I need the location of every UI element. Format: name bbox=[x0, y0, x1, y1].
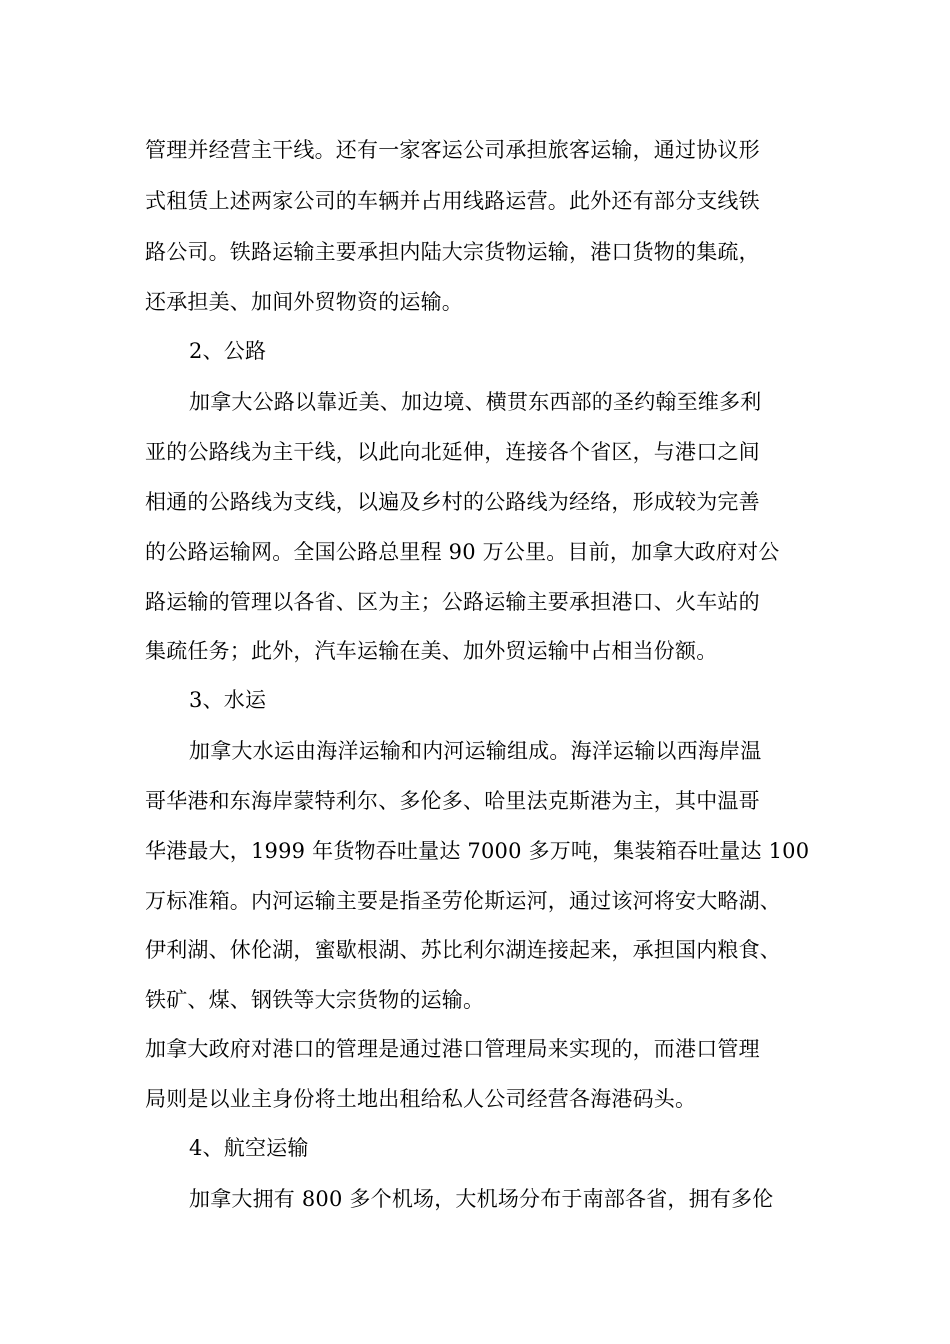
section-heading-water: 3、水运 bbox=[189, 688, 267, 712]
body-text-line: 哥华港和东海岸蒙特利尔、多伦多、哈里法克斯港为主，其中温哥 bbox=[145, 789, 760, 813]
body-text-line: 加拿大水运由海洋运输和内河运输组成。海洋运输以西海岸温 bbox=[189, 739, 762, 763]
body-text-line: 加拿大拥有 800 多个机场，大机场分布于南部各省，拥有多伦 bbox=[189, 1187, 774, 1211]
body-text-line: 的公路运输网。全国公路总里程 90 万公里。目前，加拿大政府对公 bbox=[145, 540, 780, 564]
body-text-line: 路运输的管理以各省、区为主；公路运输主要承担港口、火车站的 bbox=[145, 590, 760, 614]
body-text-line: 式租赁上述两家公司的车辆并占用线路运营。此外还有部分支线铁 bbox=[145, 189, 760, 213]
body-text-line: 加拿大公路以靠近美、加边境、横贯东西部的圣约翰至维多利 bbox=[189, 390, 762, 414]
body-text-line: 铁矿、煤、钢铁等大宗货物的运输。 bbox=[145, 988, 485, 1012]
body-text-line: 管理并经营主干线。还有一家客运公司承担旅客运输，通过协议形 bbox=[145, 138, 760, 162]
body-text-line: 还承担美、加间外贸物资的运输。 bbox=[145, 290, 463, 314]
body-text-line: 华港最大，1999 年货物吞吐量达 7000 多万吨，集装箱吞吐量达 100 bbox=[145, 839, 810, 863]
body-text-line: 集疏任务；此外，汽车运输在美、加外贸运输中占相当份额。 bbox=[145, 639, 718, 663]
body-text-line: 万标准箱。内河运输主要是指圣劳伦斯运河，通过该河将安大略湖、 bbox=[145, 889, 781, 913]
body-text-line: 局则是以业主身份将土地出租给私人公司经营各海港码头。 bbox=[145, 1087, 697, 1111]
body-text-line: 加拿大政府对港口的管理是通过港口管理局来实现的，而港口管理 bbox=[145, 1037, 760, 1061]
body-text-line: 亚的公路线为主干线，以此向北延伸，连接各个省区，与港口之间 bbox=[145, 440, 760, 464]
body-text-line: 路公司。铁路运输主要承担内陆大宗货物运输，港口货物的集疏， bbox=[145, 240, 760, 264]
section-heading-road: 2、公路 bbox=[189, 339, 267, 363]
body-text-line: 伊利湖、休伦湖，蜜歇根湖、苏比利尔湖连接起来，承担国内粮食、 bbox=[145, 938, 781, 962]
section-heading-aviation: 4、航空运输 bbox=[189, 1136, 309, 1160]
body-text-line: 相通的公路线为支线，以遍及乡村的公路线为经络，形成较为完善 bbox=[145, 490, 760, 514]
